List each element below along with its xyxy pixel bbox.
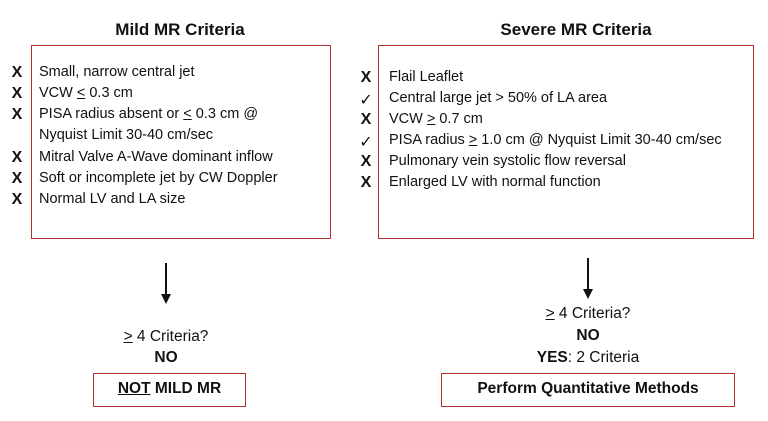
x-mark-icon: X xyxy=(360,153,372,170)
severe-mr-title: Severe MR Criteria xyxy=(500,20,652,39)
x-mark-icon: X xyxy=(11,106,23,123)
criterion: Nyquist Limit 30-40 cm/sec xyxy=(39,127,214,143)
mild-answer: NO xyxy=(154,349,178,366)
x-mark-icon: X xyxy=(11,149,23,166)
x-mark-icon: X xyxy=(11,191,23,208)
down-arrow-icon xyxy=(158,263,174,305)
mild-mr-marks xyxy=(9,64,25,214)
criterion: Pulmonary vein systolic flow reversal xyxy=(389,153,626,169)
x-mark-icon: X xyxy=(11,85,23,102)
check-mark-icon: ✓ xyxy=(359,134,373,151)
criterion: PISA radius absent or < 0.3 cm @ xyxy=(39,106,259,122)
criterion: Soft or incomplete jet by CW Doppler xyxy=(39,170,278,186)
criterion: VCW < 0.3 cm xyxy=(39,85,133,101)
x-mark-icon: X xyxy=(360,174,372,191)
check-mark-icon: ✓ xyxy=(359,92,373,109)
x-mark-icon: X xyxy=(360,69,372,86)
criterion: Enlarged LV with normal function xyxy=(389,174,601,190)
x-mark-icon: X xyxy=(11,64,23,81)
criterion: PISA radius > 1.0 cm @ Nyquist Limit 30-40 cm/sec xyxy=(389,132,722,148)
x-mark-icon: X xyxy=(11,170,23,187)
mild-mr-title: Mild MR Criteria xyxy=(115,20,245,39)
mild-mr-criteria-list xyxy=(39,64,329,214)
mild-result-box: NOT MILD MR xyxy=(93,373,246,407)
criterion: Flail Leaflet xyxy=(389,69,464,85)
severe-mr-marks xyxy=(358,69,374,199)
down-arrow-icon xyxy=(580,258,596,300)
criterion: VCW > 0.7 cm xyxy=(389,111,483,127)
severe-answer: NO xyxy=(576,327,600,344)
severe-mr-criteria-list xyxy=(389,69,751,199)
criterion: Mitral Valve A-Wave dominant inflow xyxy=(39,149,273,165)
severe-question: > 4 Criteria? xyxy=(545,305,631,322)
criterion: Small, narrow central jet xyxy=(39,64,195,80)
criterion: Normal LV and LA size xyxy=(39,191,186,207)
x-mark-icon: X xyxy=(360,111,372,128)
severe-result-box: Perform Quantitative Methods xyxy=(441,373,735,407)
severe-yes-count: YES: 2 Criteria xyxy=(536,349,640,366)
mild-question: > 4 Criteria? xyxy=(123,328,209,345)
criterion: Central large jet > 50% of LA area xyxy=(389,90,608,106)
